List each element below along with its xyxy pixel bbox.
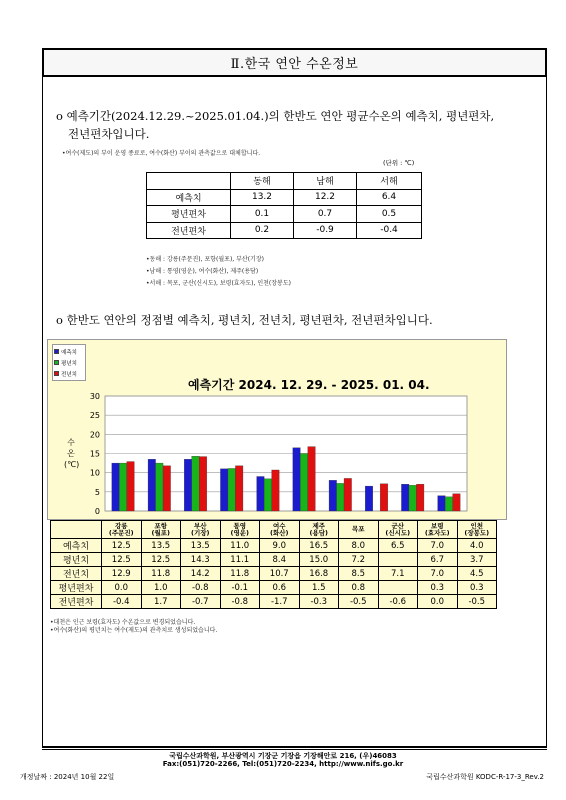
station-data-cell: -0.5 — [457, 595, 497, 609]
station-corner-cell — [51, 521, 102, 539]
legend-label: 예측치 — [61, 349, 77, 356]
station-data-cell: 12.9 — [102, 567, 142, 581]
unit-label: (단위 : ℃) — [383, 159, 415, 167]
station-row-label: 평년편차 — [51, 581, 102, 595]
station-subname: (신시도) — [385, 528, 411, 537]
station-data-cell: 13.5 — [141, 539, 181, 553]
station-subname: (주문진) — [108, 528, 134, 537]
bar-lastyear — [127, 462, 135, 511]
bar-lastyear — [453, 494, 461, 511]
y-tick-label: 10 — [89, 468, 100, 478]
station-data-cell: 3.7 — [457, 553, 497, 567]
bar-normal — [264, 479, 272, 511]
bar-normal — [409, 485, 417, 511]
station-data-cell: 7.0 — [418, 567, 458, 581]
station-data-cell: 7.2 — [339, 553, 379, 567]
summary-table — [146, 172, 422, 239]
station-data-cell: 11.8 — [141, 567, 181, 581]
station-subname: (화산) — [270, 528, 289, 537]
summary-row — [147, 222, 422, 239]
station-name: 통영 — [233, 521, 247, 530]
chart-y-axis-label: 수온(℃) — [64, 438, 80, 469]
bar-forecast — [329, 480, 337, 511]
summary-col-header: 동해 — [231, 173, 294, 190]
station-data-cell: 0.0 — [418, 595, 458, 609]
station-data-cell: 0.3 — [457, 581, 497, 595]
station-header-cell — [418, 521, 458, 539]
station-header-cell — [260, 521, 300, 539]
summary-cell: 0.1 — [231, 206, 294, 223]
station-data-cell: 11.1 — [220, 553, 260, 567]
station-name: 제주 — [312, 521, 326, 530]
summary-cell: 0.5 — [357, 206, 422, 223]
station-data-cell: 0.3 — [418, 581, 458, 595]
station-data-cell: 16.8 — [299, 567, 339, 581]
station-subname: (영운) — [230, 528, 249, 537]
station-name: 부산 — [193, 521, 207, 530]
bar-normal — [300, 454, 308, 512]
summary-cell: -0.9 — [294, 222, 357, 239]
station-data-cell: -0.3 — [299, 595, 339, 609]
station-data-cell: 1.5 — [299, 581, 339, 595]
region-note: •동해 : 강릉(주문진), 포항(월포), 부산(기장) — [146, 256, 264, 263]
intro-note: •여수(제도)의 부이 운영 종료로, 여수(화산) 부이의 관측값으로 대체합니다. — [62, 150, 261, 157]
station-name: 여수 — [272, 521, 286, 530]
bar-normal — [156, 463, 164, 511]
summary-corner-cell — [147, 173, 231, 190]
intro-line-2: 전년편차입니다. — [68, 127, 150, 141]
summary-cell: 6.4 — [357, 189, 422, 206]
station-data-cell: 16.5 — [299, 539, 339, 553]
station-data-cell: -0.7 — [181, 595, 221, 609]
station-data-row — [51, 539, 497, 553]
station-data-cell: 13.5 — [181, 539, 221, 553]
station-data-cell: -0.4 — [102, 595, 142, 609]
bar-forecast — [220, 469, 228, 511]
station-name: 강릉 — [114, 521, 128, 530]
station-data-cell: 14.2 — [181, 567, 221, 581]
region-note: •남해 : 통영(영운), 여수(화산), 제주(용담) — [146, 268, 259, 275]
station-data-cell — [378, 581, 418, 595]
table-note: •여수(화산)의 평년치는 여수(제도)의 관측치로 생성되었습니다. — [50, 627, 218, 634]
station-name: 보령 — [430, 521, 444, 530]
station-row-label: 전년편차 — [51, 595, 102, 609]
station-data-cell: 11.0 — [220, 539, 260, 553]
station-header-cell — [457, 521, 497, 539]
station-header-cell — [378, 521, 418, 539]
summary-row-label: 예측치 — [147, 189, 231, 206]
bar-forecast — [184, 459, 192, 511]
station-data-cell: 8.5 — [339, 567, 379, 581]
legend-label: 평년치 — [61, 360, 77, 367]
summary-cell: 13.2 — [231, 189, 294, 206]
bar-lastyear — [308, 447, 316, 511]
bar-forecast — [148, 459, 156, 511]
station-data-cell: -0.6 — [378, 595, 418, 609]
bar-lastyear — [380, 484, 388, 511]
station-data-cell: 6.7 — [418, 553, 458, 567]
document-code: 국립수산과학원 KODC-R-17-3_Rev.2 — [426, 773, 544, 781]
station-row-label: 평년치 — [51, 553, 102, 567]
station-header-cell — [141, 521, 181, 539]
summary-col-header: 서해 — [357, 173, 422, 190]
bar-forecast — [293, 448, 301, 511]
summary-header-row — [147, 173, 422, 190]
station-data-row — [51, 553, 497, 567]
region-note: •서해 : 목포, 군산(신시도), 보령(효자도), 인천(장봉도) — [146, 280, 291, 287]
station-data-cell: 4.0 — [457, 539, 497, 553]
station-data-cell: 0.8 — [339, 581, 379, 595]
bar-lastyear — [199, 457, 207, 511]
station-data-cell: 15.0 — [299, 553, 339, 567]
summary-cell: 0.2 — [231, 222, 294, 239]
y-tick-label: 0 — [94, 507, 100, 516]
station-header-cell — [181, 521, 221, 539]
station-data-row — [51, 595, 497, 609]
station-data-cell: 7.1 — [378, 567, 418, 581]
y-tick-label: 5 — [94, 487, 100, 497]
summary-col-header: 남해 — [294, 173, 357, 190]
intro-line-1: o 예측기간(2024.12.29.~2025.01.04.)의 한반도 연안 평균수온의 예측치, 평년편차, — [56, 109, 495, 123]
summary-row-label: 전년편차 — [147, 222, 231, 239]
station-data-cell: -0.1 — [220, 581, 260, 595]
section-title-text: Ⅱ.한국 연안 수온정보 — [230, 57, 359, 72]
station-data-cell: 4.5 — [457, 567, 497, 581]
station-data-cell: 12.5 — [141, 553, 181, 567]
station-subname: (기장) — [191, 528, 210, 537]
bar-forecast — [401, 484, 409, 511]
station-name: 군산 — [391, 521, 405, 530]
bar-normal — [445, 497, 453, 511]
station-data-cell: 1.7 — [141, 595, 181, 609]
chart-panel — [47, 339, 507, 520]
station-data-cell: -0.8 — [181, 581, 221, 595]
bar-forecast — [365, 486, 373, 511]
station-data-cell: 8.4 — [260, 553, 300, 567]
station-data-cell: 6.5 — [378, 539, 418, 553]
bar-forecast — [112, 463, 120, 511]
revision-date: 개정날짜 : 2024년 10월 22일 — [20, 773, 115, 781]
y-tick-label: 30 — [89, 392, 100, 401]
station-data-cell: 1.0 — [141, 581, 181, 595]
station-data-cell: 8.0 — [339, 539, 379, 553]
bar-normal — [228, 468, 236, 511]
y-tick-label: 25 — [89, 411, 100, 421]
station-data-row — [51, 567, 497, 581]
section-title — [42, 48, 547, 77]
bar-normal — [192, 456, 200, 511]
station-data-cell: 9.0 — [260, 539, 300, 553]
station-subname: (용담) — [309, 528, 328, 537]
station-data-cell: 0.6 — [260, 581, 300, 595]
station-data-cell — [378, 553, 418, 567]
bar-lastyear — [272, 470, 280, 511]
bar-chart — [48, 340, 508, 521]
station-subname: (장봉도) — [464, 528, 490, 537]
footer-divider — [42, 747, 547, 750]
bar-forecast — [438, 496, 446, 511]
station-data-cell: -0.8 — [220, 595, 260, 609]
station-data-cell: 0.0 — [102, 581, 142, 595]
bar-lastyear — [416, 484, 424, 511]
summary-cell: -0.4 — [357, 222, 422, 239]
station-data-table — [50, 520, 497, 609]
legend-label: 전년치 — [61, 371, 77, 378]
station-data-cell: 14.3 — [181, 553, 221, 567]
station-data-cell: 11.8 — [220, 567, 260, 581]
y-tick-label: 15 — [89, 449, 100, 459]
station-data-cell: -0.5 — [339, 595, 379, 609]
y-tick-label: 20 — [89, 430, 100, 440]
station-row-label: 예측치 — [51, 539, 102, 553]
station-header-cell — [299, 521, 339, 539]
summary-row-label: 평년편차 — [147, 206, 231, 223]
station-data-cell: 12.5 — [102, 553, 142, 567]
bar-normal — [119, 463, 127, 511]
station-header-cell — [102, 521, 142, 539]
station-name: 목포 — [351, 525, 365, 533]
summary-row — [147, 206, 422, 223]
station-header-row — [51, 521, 497, 539]
station-data-cell: -1.7 — [260, 595, 300, 609]
station-header-cell — [339, 521, 379, 539]
bar-normal — [337, 483, 345, 511]
summary-cell: 0.7 — [294, 206, 357, 223]
summary-row — [147, 189, 422, 206]
bar-forecast — [257, 477, 265, 512]
footer-address: 국립수산과학원, 부산광역시 기장군 기장읍 기장해안로 216, (우)46083 — [169, 752, 397, 760]
station-subname: (월포) — [151, 528, 170, 537]
table-note: •대천은 인근 보령(효자도) 수온값으로 변경되었습니다. — [50, 619, 196, 626]
section2-heading: o 한반도 연안의 정점별 예측치, 평년치, 전년치, 평년편차, 전년편차입니다. — [56, 313, 433, 327]
bar-lastyear — [163, 466, 171, 511]
footer-contact: Fax:(051)720-2266, Tel:(051)720-2234, http://www.nifs.go.kr — [162, 760, 404, 768]
chart-title: 예측기간 2024. 12. 29. - 2025. 01. 04. — [188, 378, 430, 392]
station-data-cell: 10.7 — [260, 567, 300, 581]
bar-lastyear — [344, 478, 352, 511]
station-row-label: 전년치 — [51, 567, 102, 581]
station-subname: (효자도) — [424, 528, 450, 537]
bar-lastyear — [235, 466, 243, 511]
station-name: 인천 — [470, 521, 484, 530]
station-name: 포항 — [154, 521, 168, 530]
summary-cell: 12.2 — [294, 189, 357, 206]
station-data-cell: 12.5 — [102, 539, 142, 553]
station-data-cell: 7.0 — [418, 539, 458, 553]
station-data-row — [51, 581, 497, 595]
station-header-cell — [220, 521, 260, 539]
